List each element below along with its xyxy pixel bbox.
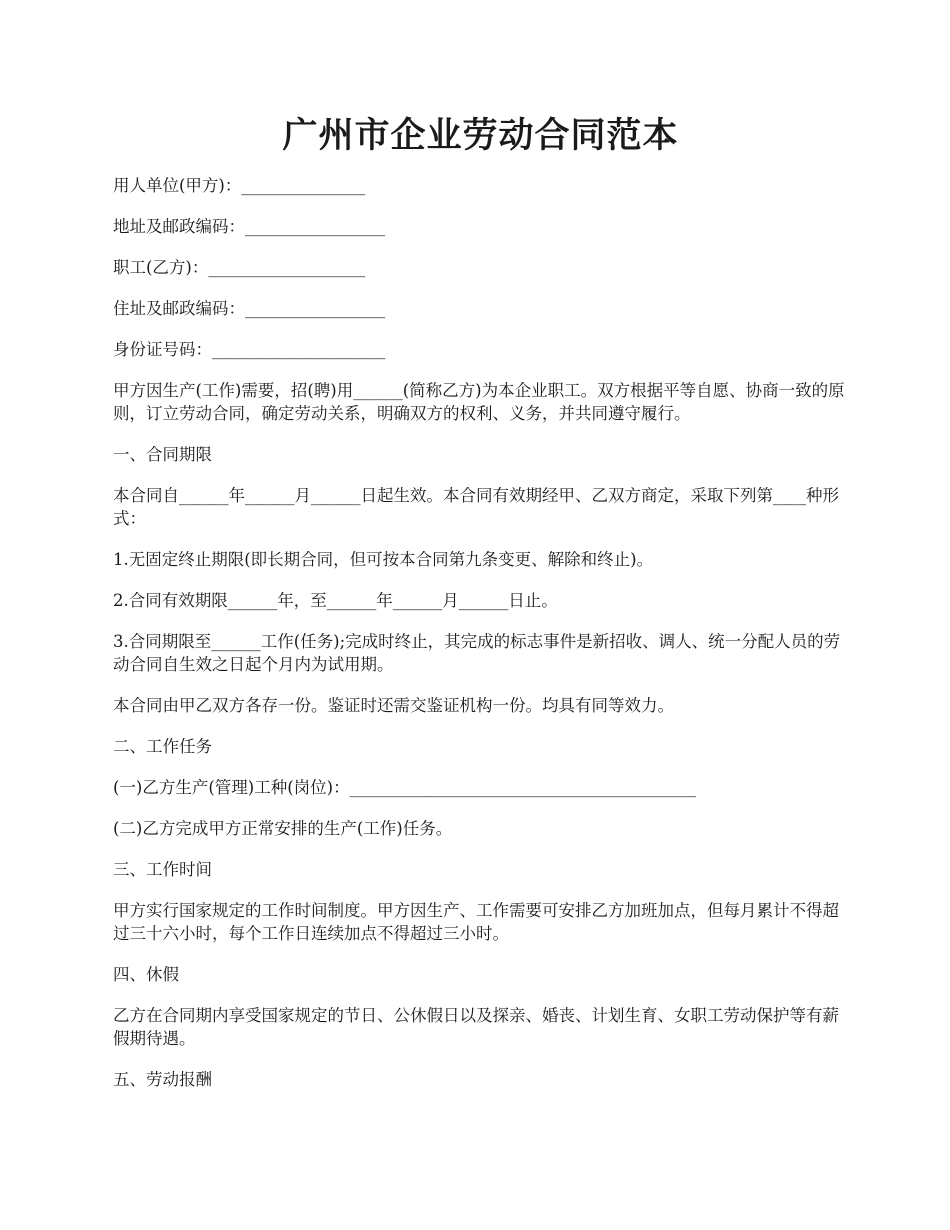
section-heading-term: 一、合同期限 xyxy=(113,445,212,464)
section-heading-tasks: 二、工作任务 xyxy=(113,737,212,756)
document-title: 广州市企业劳动合同范本 xyxy=(282,115,679,156)
term-option-2: 2.合同有效期限______年，至______年______月______日止。 xyxy=(113,591,558,610)
term-paragraph: 本合同自______年______月______日起生效。本合同有效期经甲、乙双方商定，采取下列第____种形式： xyxy=(113,486,839,528)
field-employer: 用人单位(甲方)：_______________ xyxy=(113,176,366,195)
leave-paragraph: 乙方在合同期内享受国家规定的节日、公休假日以及探亲、婚丧、计划生育、女职工劳动保护等有薪假期待遇。 xyxy=(113,1006,839,1048)
field-id-number: 身份证号码：_____________________ xyxy=(113,340,386,359)
copies-paragraph: 本合同由甲乙双方各存一份。鉴证时还需交鉴证机构一份。均具有同等效力。 xyxy=(113,696,674,715)
intro-paragraph: 甲方因生产(工作)需要，招(聘)用______(简称乙方)为本企业职工。双方根据平等自愿、协商一致的原则，订立劳动合同，确定劳动关系，明确双方的权利、义务，并共同遵守履行。 xyxy=(113,381,845,423)
section-heading-leave: 四、休假 xyxy=(113,965,179,984)
task-item-2: (二)乙方完成甲方正常安排的生产(工作)任务。 xyxy=(113,819,453,838)
term-option-1: 1.无固定终止期限(即长期合同，但可按本合同第九条变更、解除和终止)。 xyxy=(113,550,654,569)
section-heading-pay: 五、劳动报酬 xyxy=(113,1070,212,1089)
field-employer-address: 地址及邮政编码：_________________ xyxy=(113,217,386,236)
document-page xyxy=(113,112,848,1109)
field-employee: 职工(乙方)：___________________ xyxy=(113,258,366,277)
field-employee-address: 住址及邮政编码：_________________ xyxy=(113,299,386,318)
hours-paragraph: 甲方实行国家规定的工作时间制度。甲方因生产、工作需要可安排乙方加班加点，但每月累计不得超过三十六小时，每个工作日连续加点不得超过三小时。 xyxy=(113,901,839,943)
task-item-1: (一)乙方生产(管理)工种(岗位)：__________________________________________ xyxy=(113,778,697,797)
term-option-3: 3.合同期限至______工作(任务);完成时终止，其完成的标志事件是新招收、调人、统一分配人员的劳动合同自生效之日起个月内为试用期。 xyxy=(113,632,841,674)
section-heading-hours: 三、工作时间 xyxy=(113,860,212,879)
